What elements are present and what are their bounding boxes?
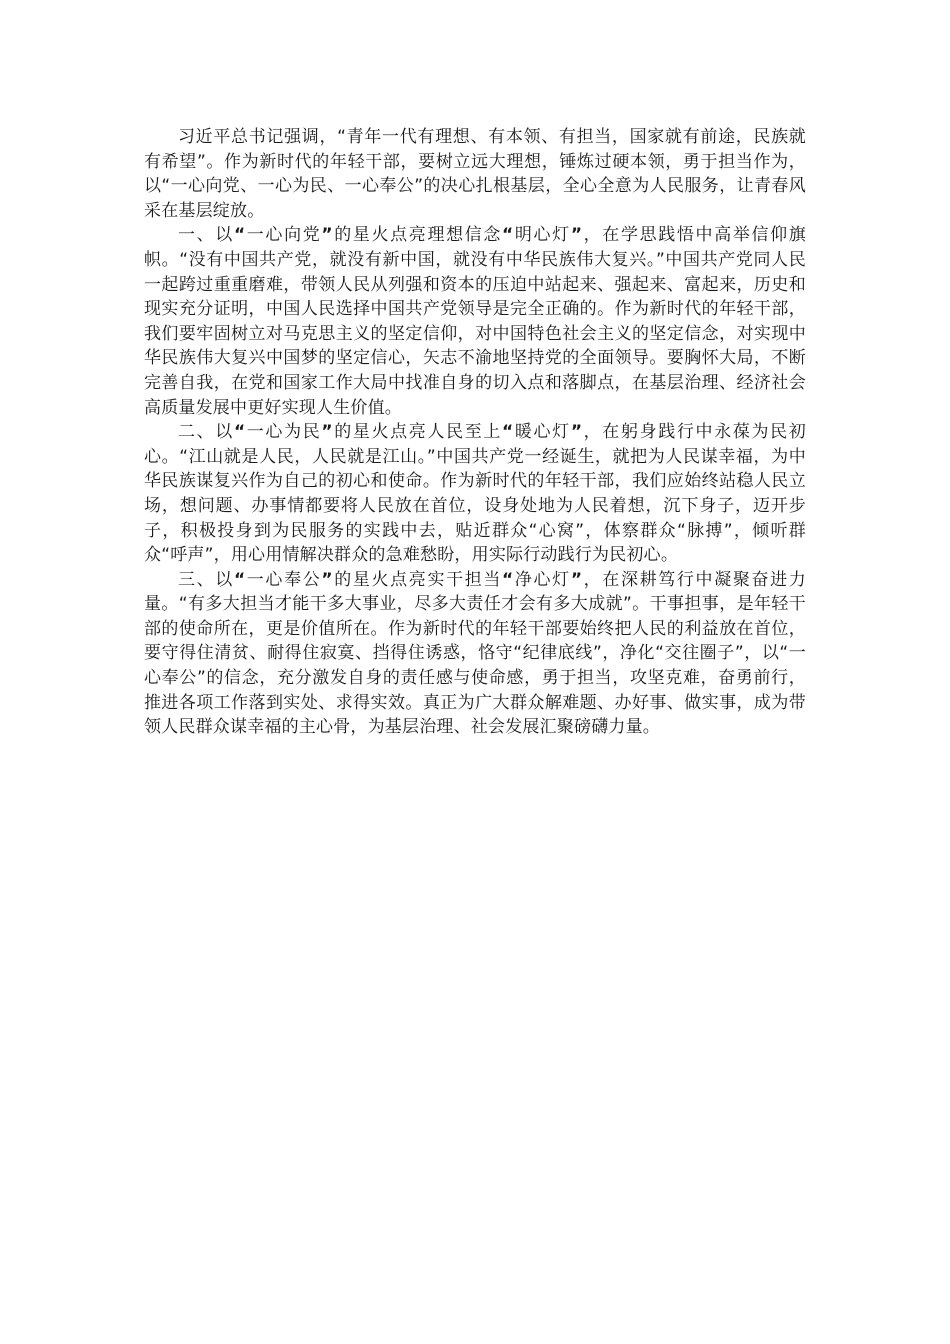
text-run: 的星火点亮人民至上 <box>332 422 503 443</box>
text-run: 一心奉公 <box>245 569 322 590</box>
paragraph-section-one <box>144 223 806 420</box>
quote-mark: “ <box>233 422 246 443</box>
quote-mark: ” <box>321 225 333 246</box>
quote-mark: “ <box>233 569 246 590</box>
paragraph-intro <box>144 125 806 223</box>
quote-mark: “ <box>502 422 514 443</box>
paragraph-section-two <box>144 420 806 568</box>
text-run: 三、以 <box>178 569 234 590</box>
text-run: 一、以 <box>178 225 234 246</box>
text-run: 一心向党 <box>245 225 322 246</box>
quote-mark: ” <box>570 225 583 246</box>
text-run: 净心灯 <box>513 569 571 590</box>
quote-mark: ” <box>321 422 333 443</box>
text-run: 二、以 <box>178 422 234 443</box>
text-run: 的星火点亮实干担当 <box>332 569 503 590</box>
quote-mark: ” <box>570 569 583 590</box>
quote-mark: “ <box>502 569 514 590</box>
text-run: 暖心灯 <box>513 422 571 443</box>
text-run: ，在学思践悟中高举信仰旗帜。“没有中国共产党，就没有新中国，就没有中华民族伟大复兴。”中国共产党同人民一起跨过重重磨难，带领人民从列强和资本的压迫中站起来、强起来、富起来，历史和现实充分证明，中国人民选择中国共产党领导是完全正确的。作为新时代的年轻干部，我们要牢固树立对马克思主义的坚定信仰，对中国特色社会主义的坚定信念，对实现中华民族伟大复兴中国梦的坚定信心，矢志不渝地坚持党的全面领导。要胸怀大局，不断完善自我，在党和国家工作大局中找准自身的切入点和落脚点，在基层治理、经济社会高质量发展中更好实现人生价值。 <box>144 225 806 418</box>
quote-mark: ” <box>570 422 583 443</box>
paragraph-section-three <box>144 568 806 740</box>
text-run: 明心灯 <box>513 225 571 246</box>
document-body <box>144 125 806 740</box>
text-run: ，在深耕笃行中凝聚奋进力量。“有多大担当才能干多大事业，尽多大责任才会有多大成就”。干事担事，是年轻干部的使命所在，更是价值所在。作为新时代的年轻干部要始终把人民的利益放在首位，要守得住清贫、耐得住寂寞、挡得住诱惑，恪守“纪律底线”，净化“交往圈子”，以“一心奉公”的信念，充分激发自身的责任感与使命感，勇于担当，攻坚克难，奋勇前行，推进各项工作落到实处、求得实效。真正为广大群众解难题、办好事、做实事，成为带领人民群众谋幸福的主心骨，为基层治理、社会发展汇聚磅礴力量。 <box>144 569 806 738</box>
text-run: 一心为民 <box>245 422 322 443</box>
text-run: 习近平总书记强调，“青年一代有理想、有本领、有担当，国家就有前途，民族就有希望”。作为新时代的年轻干部，要树立远大理想，锤炼过硬本领，勇于担当作为，以“一心向党、一心为民、一心奉公”的决心扎根基层，全心全意为人民服务，让青春风采在基层绽放。 <box>144 127 806 221</box>
quote-mark: ” <box>321 569 333 590</box>
quote-mark: “ <box>233 225 246 246</box>
quote-mark: “ <box>502 225 514 246</box>
text-run: 的星火点亮理想信念 <box>332 225 503 246</box>
text-run: ，在躬身践行中永葆为民初心。“江山就是人民，人民就是江山。”中国共产党一经诞生，就把为人民谋幸福，为中华民族谋复兴作为自己的初心和使命。作为新时代的年轻干部，我们应始终站稳人民立场，想问题、办事情都要将人民放在首位，设身处地为人民着想，沉下身子，迈开步子，积极投身到为民服务的实践中去，贴近群众“心窝”，体察群众“脉搏”，倾听群众“呼声”，用心用情解决群众的急难愁盼，用实际行动践行为民初心。 <box>144 422 806 566</box>
